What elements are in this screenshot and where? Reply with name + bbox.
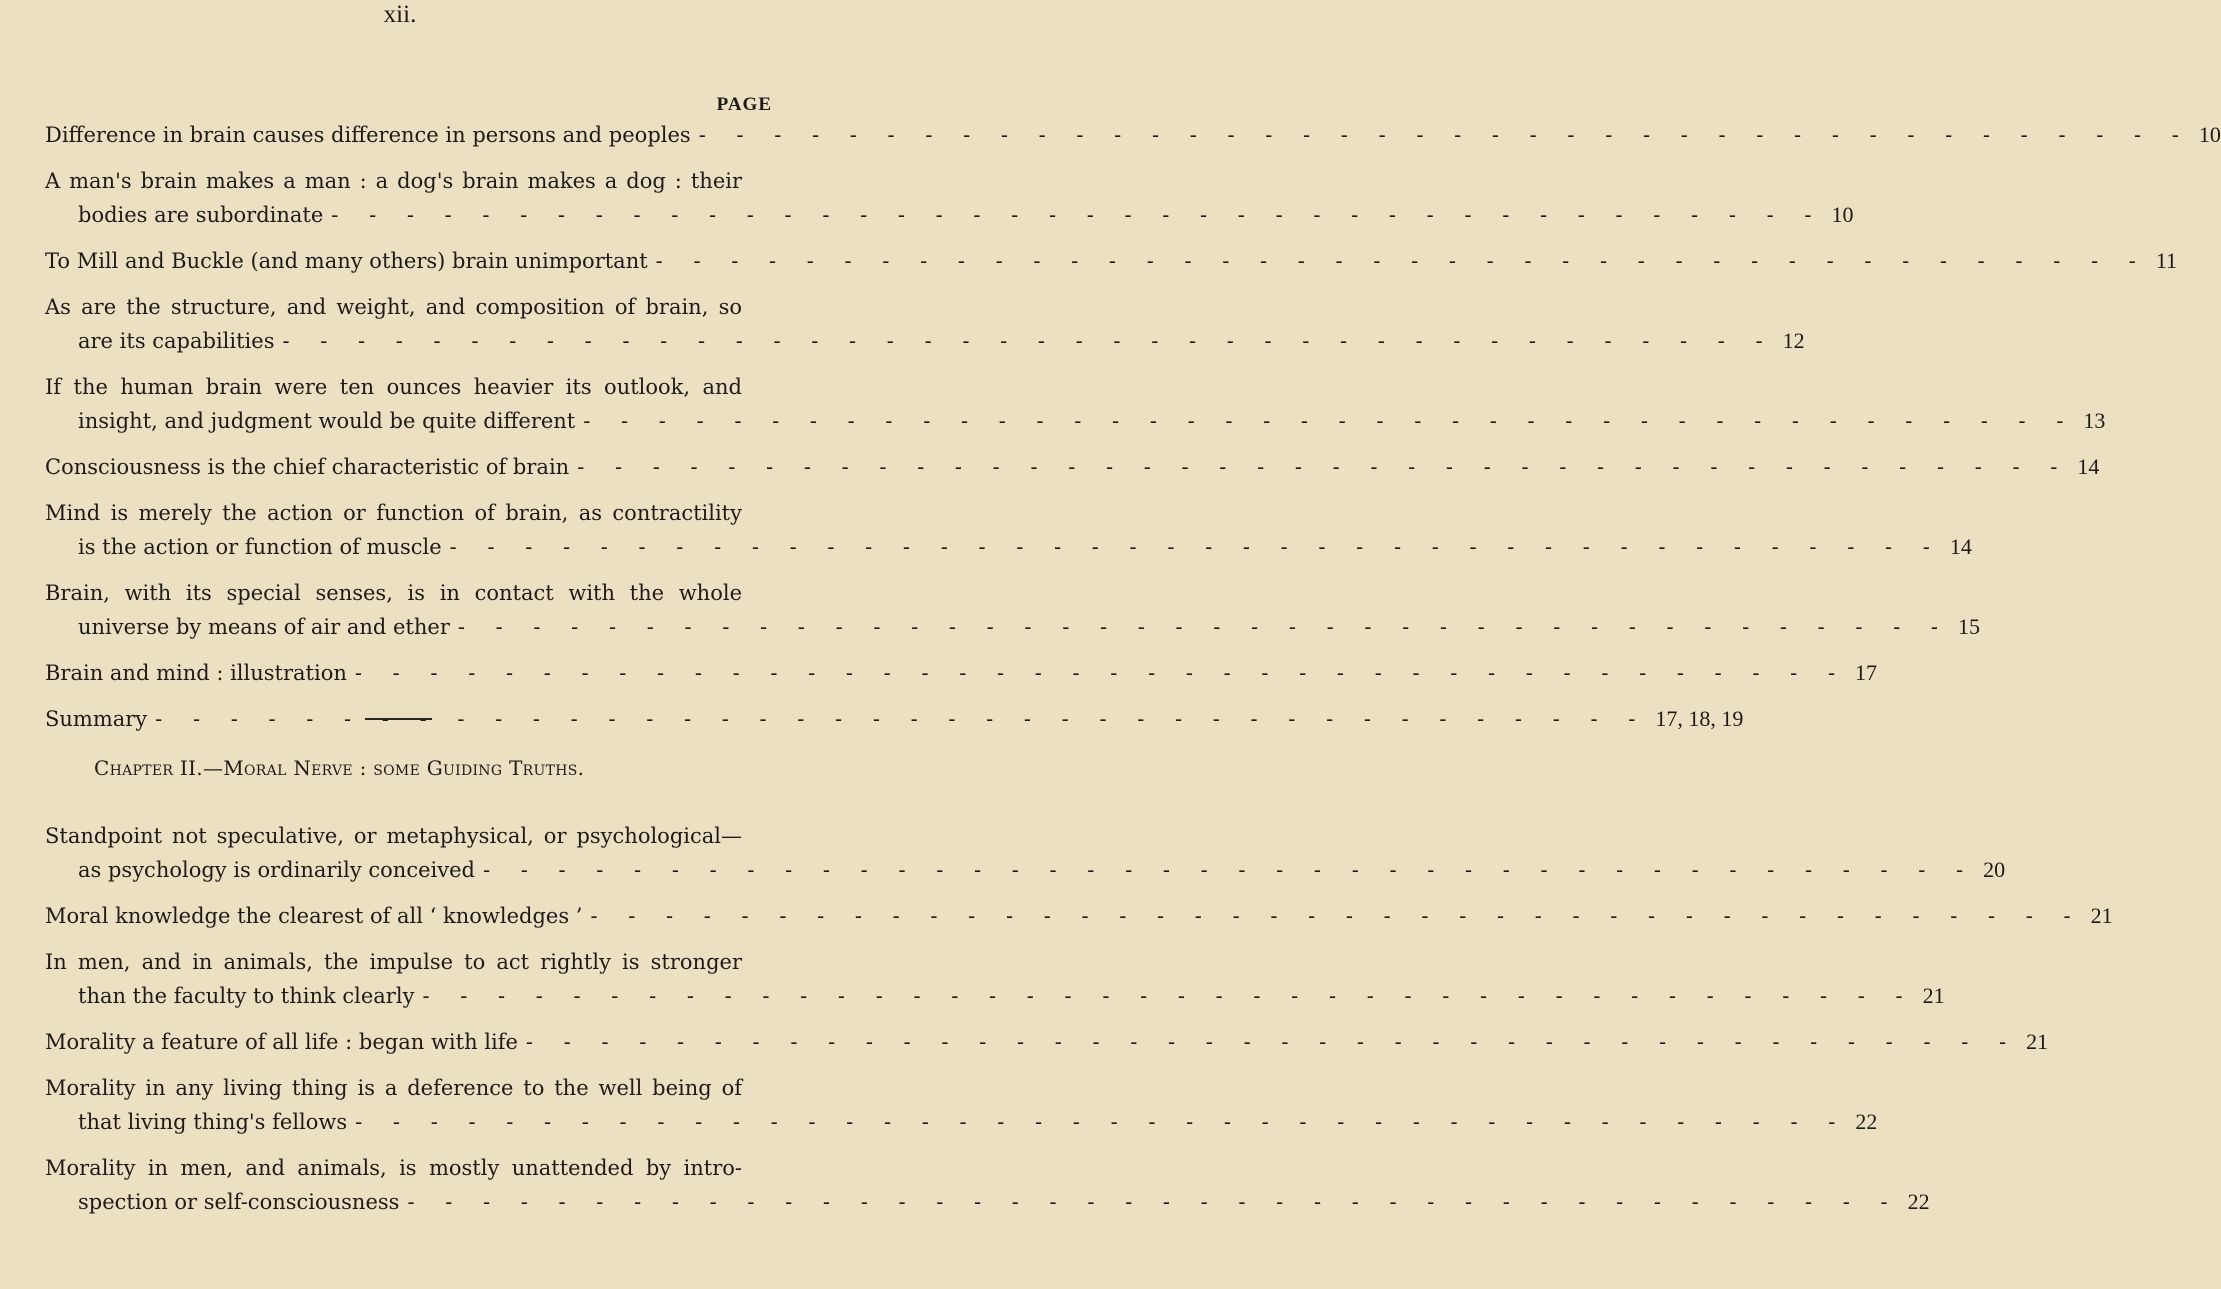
chapter-heading: Chapter II.—Moral Nerve : some Guiding Truths.	[94, 756, 585, 780]
toc-entry-text: Moral knowledge the clearest of all ‘ knowledges ’	[45, 904, 583, 928]
toc-entry-text: If the human brain were ten ounces heavier its outlook, and	[45, 375, 742, 399]
dot-leader: - - - - - - - - - - - - - - - - - - - - - - - - - - - - - - - - - - - - - - - -	[449, 535, 1942, 559]
toc-entry-text: Summary	[45, 707, 148, 731]
toc-entry-text: Brain, with its special senses, is in contact with the whole	[45, 581, 742, 605]
toc-entry-line	[45, 576, 742, 610]
toc-entry	[45, 496, 1972, 564]
toc-entry-line	[45, 656, 1878, 690]
toc-entry-line	[45, 118, 2221, 152]
toc-entry-line	[45, 370, 742, 404]
dot-leader: - - - - - - - - - - - - - - - - - - - - - - - - - - - - - - - - - - - - - - - -	[482, 858, 1976, 882]
toc-entry-line	[45, 1185, 1930, 1219]
dot-leader: - - - - - - - - - - - - - - - - - - - - - - - - - - - - - - - - - - - - - - - -	[155, 707, 1648, 731]
toc-page-ref: 10	[2198, 122, 2221, 147]
toc-entry	[45, 164, 1854, 232]
dot-leader: - - - - - - - - - - - - - - - - - - - - - - - - - - - - - - - - - - - - - - - -	[590, 904, 2083, 928]
toc-entry	[45, 899, 2113, 933]
toc-entry-text: Brain and mind : illustration	[45, 661, 347, 685]
dot-leader: - - - - - - - - - - - - - - - - - - - - - - - - - - - - - - - - - - - - - - - -	[577, 455, 2070, 479]
toc-page-ref: 21	[2026, 1029, 2049, 1054]
toc-page-ref: 12	[1782, 328, 1805, 353]
toc-entry	[45, 945, 1945, 1013]
toc-section-2	[45, 819, 2113, 1231]
toc-entry-line	[45, 404, 2106, 438]
toc-page-ref: 13	[2083, 408, 2106, 433]
toc-entry	[45, 1071, 1878, 1139]
toc-entry-text: Consciousness is the chief characteristic of brain	[45, 455, 570, 479]
dot-leader: - - - - - - - - - - - - - - - - - - - - - - - - - - - - - - - - - - - - - - - -	[457, 615, 1951, 639]
toc-entry-text: Morality a feature of all life : began with life	[45, 1030, 518, 1054]
toc-entry-text: Morality in any living thing is a deference to the well being of	[45, 1076, 742, 1100]
toc-entry-text: is the action or function of muscle	[78, 535, 442, 559]
toc-page-ref: 20	[1983, 857, 2006, 882]
toc-page-ref: 22	[1907, 1189, 1930, 1214]
toc-page-ref: 17, 18, 19	[1655, 706, 1744, 731]
toc-entry-text: universe by means of air and ether	[78, 615, 450, 639]
dot-leader: - - - - - - - - - - - - - - - - - - - - - - - - - - - - - - - - - - - - - - - -	[407, 1190, 1900, 1214]
toc-entry-line	[45, 290, 742, 324]
toc-entry-text: Morality in men, and animals, is mostly unattended by intro-	[45, 1156, 742, 1180]
toc-entry	[45, 576, 1981, 644]
toc-entry-line	[45, 1071, 742, 1105]
toc-entry-line	[45, 450, 2100, 484]
toc-entry	[45, 290, 1805, 358]
toc-entry-line	[45, 1105, 1878, 1139]
toc-entry	[45, 118, 2221, 152]
toc-entry-line	[45, 899, 2113, 933]
toc-entry-line	[45, 979, 1945, 1013]
toc-page-ref: 14	[2077, 454, 2100, 479]
toc-entry-line	[45, 164, 742, 198]
toc-entry-text: spection or self-consciousness	[78, 1190, 400, 1214]
toc-entry-line	[45, 853, 2006, 887]
toc-entry-text: Standpoint not speculative, or metaphysical, or psychological—	[45, 824, 742, 848]
toc-entry-line	[45, 244, 2178, 278]
toc-entry-text: In men, and in animals, the impulse to act rightly is stronger	[45, 950, 742, 974]
toc-page-ref: 15	[1958, 614, 1981, 639]
toc-page-ref: 21	[2090, 903, 2113, 928]
toc-entry-text: insight, and judgment would be quite different	[78, 409, 576, 433]
dot-leader: - - - - - - - - - - - - - - - - - - - - - - - - - - - - - - - - - - - - - - - -	[655, 249, 2148, 273]
toc-entry-line	[45, 324, 1805, 358]
dot-leader: - - - - - - - - - - - - - - - - - - - - - - - - - - - - - - - - - - - - - - - -	[354, 661, 1848, 685]
toc-page-ref: 17	[1855, 660, 1878, 685]
toc-entry-text: than the faculty to think clearly	[78, 984, 415, 1008]
toc-entry	[45, 656, 1878, 690]
dot-leader: - - - - - - - - - - - - - - - - - - - - - - - - - - - - - - - - - - - - - - - -	[583, 409, 2076, 433]
toc-entry	[45, 1151, 1930, 1219]
toc-entry-line	[45, 1151, 742, 1185]
toc-entry	[45, 819, 2006, 887]
toc-entry-line	[45, 819, 742, 853]
toc-page-ref: 10	[1831, 202, 1854, 227]
toc-entry-line	[45, 198, 1854, 232]
dot-leader: - - - - - - - - - - - - - - - - - - - - - - - - - - - - - - - - - - - - - - - -	[282, 329, 1775, 353]
toc-page-ref: 11	[2155, 248, 2178, 273]
page-number: xii.	[383, 1, 417, 28]
toc-section-1	[45, 118, 2221, 748]
dot-leader: - - - - - - - - - - - - - - - - - - - - - - - - - - - - - - - - - - - - - - - -	[422, 984, 1915, 1008]
toc-entry-line	[45, 610, 1981, 644]
toc-entry-text: Difference in brain causes difference in persons and peoples	[45, 123, 691, 147]
toc-entry-text: are its capabilities	[78, 329, 275, 353]
toc-entry-line	[45, 945, 742, 979]
toc-entry-text: as psychology is ordinarily conceived	[78, 858, 475, 882]
dot-leader: - - - - - - - - - - - - - - - - - - - - - - - - - - - - - - - - - - - - - - - -	[331, 203, 1824, 227]
dot-leader: - - - - - - - - - - - - - - - - - - - - - - - - - - - - - - - - - - - - - - - -	[698, 123, 2191, 147]
dot-leader: - - - - - - - - - - - - - - - - - - - - - - - - - - - - - - - - - - - - - - - -	[355, 1110, 1848, 1134]
toc-entry-text: A man's brain makes a man : a dog's brain makes a dog : their	[45, 169, 742, 193]
toc-entry	[45, 1025, 2049, 1059]
toc-entry-text: As are the structure, and weight, and composition of brain, so	[45, 295, 742, 319]
section-divider	[365, 718, 432, 720]
toc-page-ref: 21	[1922, 983, 1945, 1008]
page-column-header: PAGE	[716, 94, 772, 115]
toc-entry-line	[45, 1025, 2049, 1059]
toc-entry	[45, 244, 2178, 278]
toc-entry-text: Mind is merely the action or function of brain, as contractility	[45, 501, 742, 525]
toc-entry-line	[45, 496, 742, 530]
toc-entry	[45, 450, 2100, 484]
toc-entry-text: bodies are subordinate	[78, 203, 324, 227]
toc-page-ref: 22	[1855, 1109, 1878, 1134]
toc-entry-line	[45, 530, 1972, 564]
toc-entry-text: that living thing's fellows	[78, 1110, 348, 1134]
toc-page-ref: 14	[1949, 534, 1972, 559]
toc-entry-text: To Mill and Buckle (and many others) brain unimportant	[45, 249, 648, 273]
toc-entry	[45, 370, 2106, 438]
dot-leader: - - - - - - - - - - - - - - - - - - - - - - - - - - - - - - - - - - - - - - - -	[525, 1030, 2019, 1054]
